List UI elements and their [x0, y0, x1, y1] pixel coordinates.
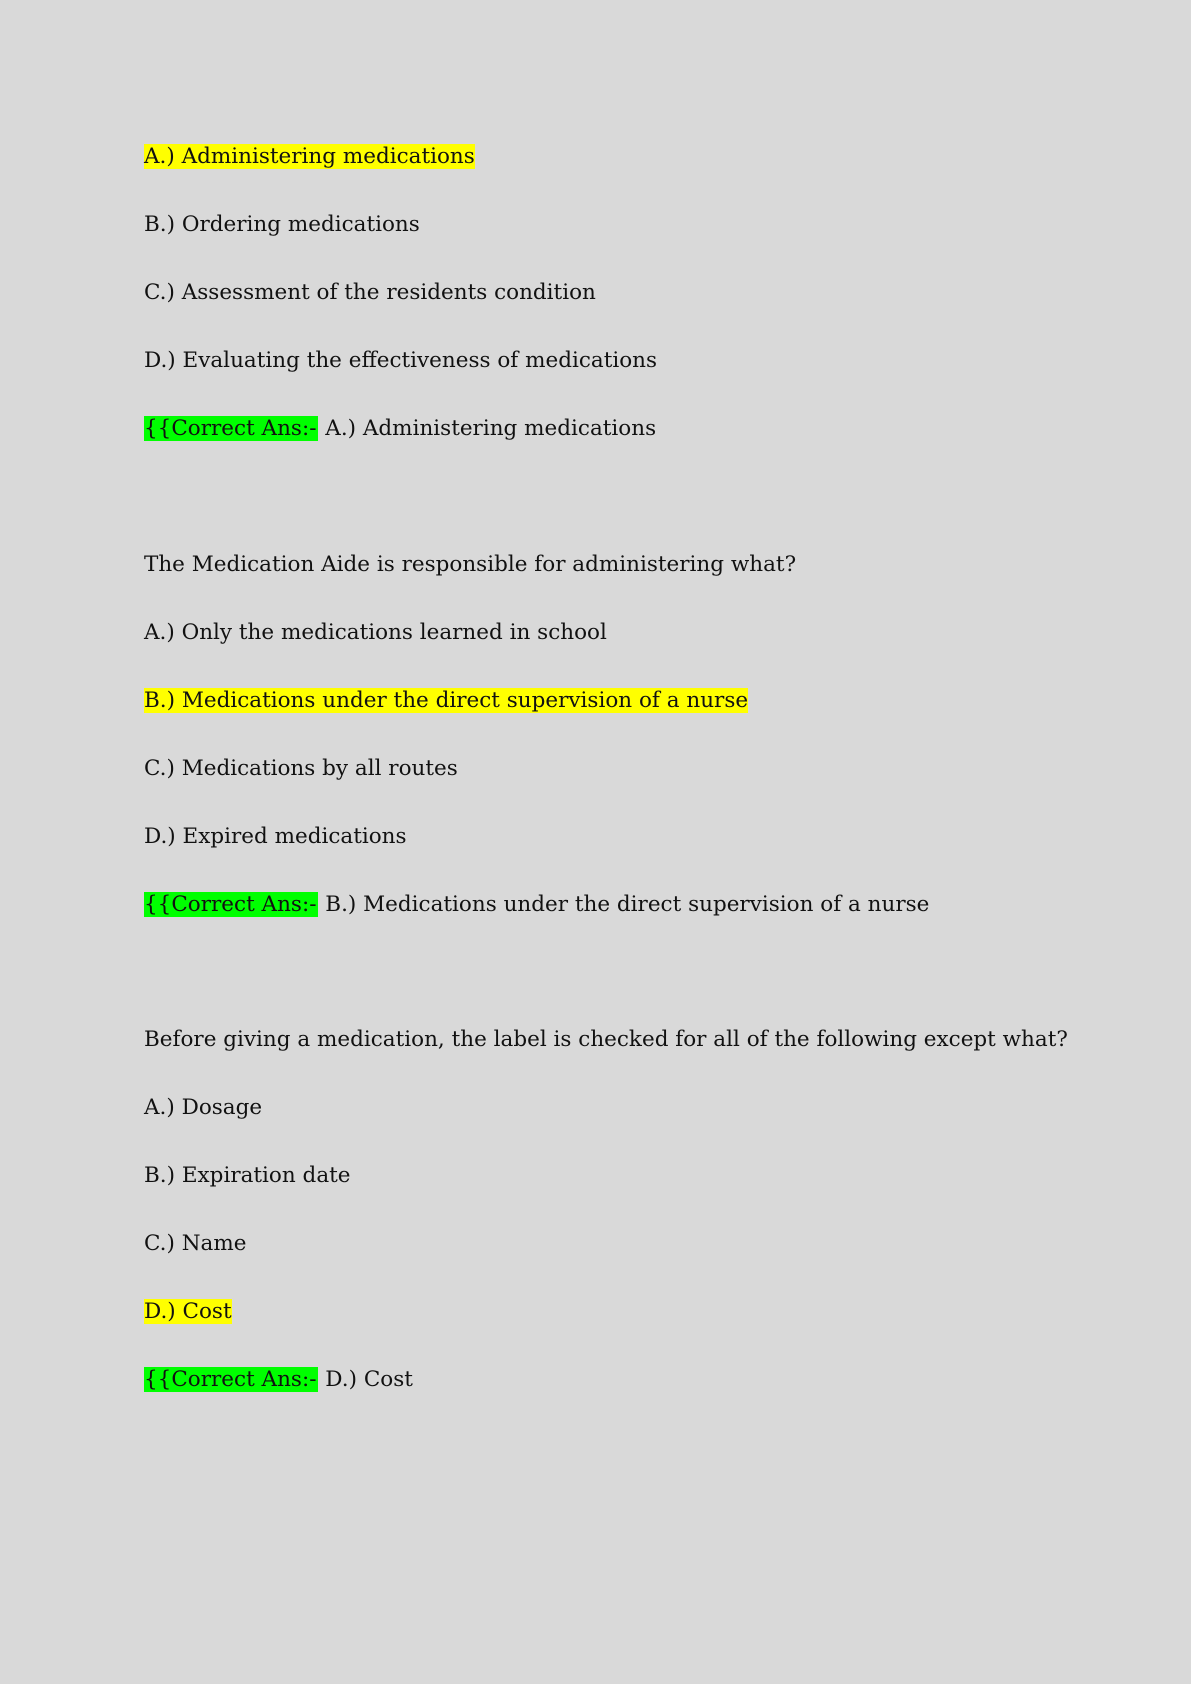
q3-option-c: C.) Name [144, 1231, 247, 1256]
q1-answer-text: A.) Administering medications [318, 416, 657, 441]
q2-option-b-text: B.) Medications under the direct supervision of a nurse [144, 688, 749, 713]
q2-answer-text: B.) Medications under the direct supervision of a nurse [318, 892, 930, 917]
q2-correct-answer [144, 891, 929, 919]
q3-answer-prefix: {{Correct Ans:- [144, 1367, 317, 1392]
q1-option-a-text: A.) Administering medications [144, 144, 475, 169]
q1-option-a [144, 143, 475, 171]
q3-option-a: A.) Dosage [144, 1095, 263, 1120]
q1-answer-prefix: {{Correct Ans:- [144, 416, 317, 441]
q2-question: The Medication Aide is responsible for administering what? [144, 552, 797, 577]
q2-option-b [144, 687, 748, 715]
q2-option-d: D.) Expired medications [144, 824, 407, 849]
q3-question: Before giving a medication, the label is checked for all of the following except what? [144, 1027, 1068, 1052]
q3-option-d [144, 1298, 232, 1326]
q3-answer-text: D.) Cost [318, 1367, 413, 1392]
q2-option-a: A.) Only the medications learned in school [144, 620, 607, 645]
q2-answer-prefix: {{Correct Ans:- [144, 892, 317, 917]
q1-option-d: D.) Evaluating the effectiveness of medications [144, 348, 658, 373]
q3-option-b: B.) Expiration date [144, 1163, 351, 1188]
q2-option-c: C.) Medications by all routes [144, 756, 458, 781]
q1-option-c: C.) Assessment of the residents condition [144, 280, 596, 305]
q3-correct-answer [144, 1366, 413, 1394]
q1-option-b: B.) Ordering medications [144, 212, 420, 237]
q1-correct-answer [144, 415, 656, 443]
q3-option-d-text: D.) Cost [144, 1299, 232, 1324]
